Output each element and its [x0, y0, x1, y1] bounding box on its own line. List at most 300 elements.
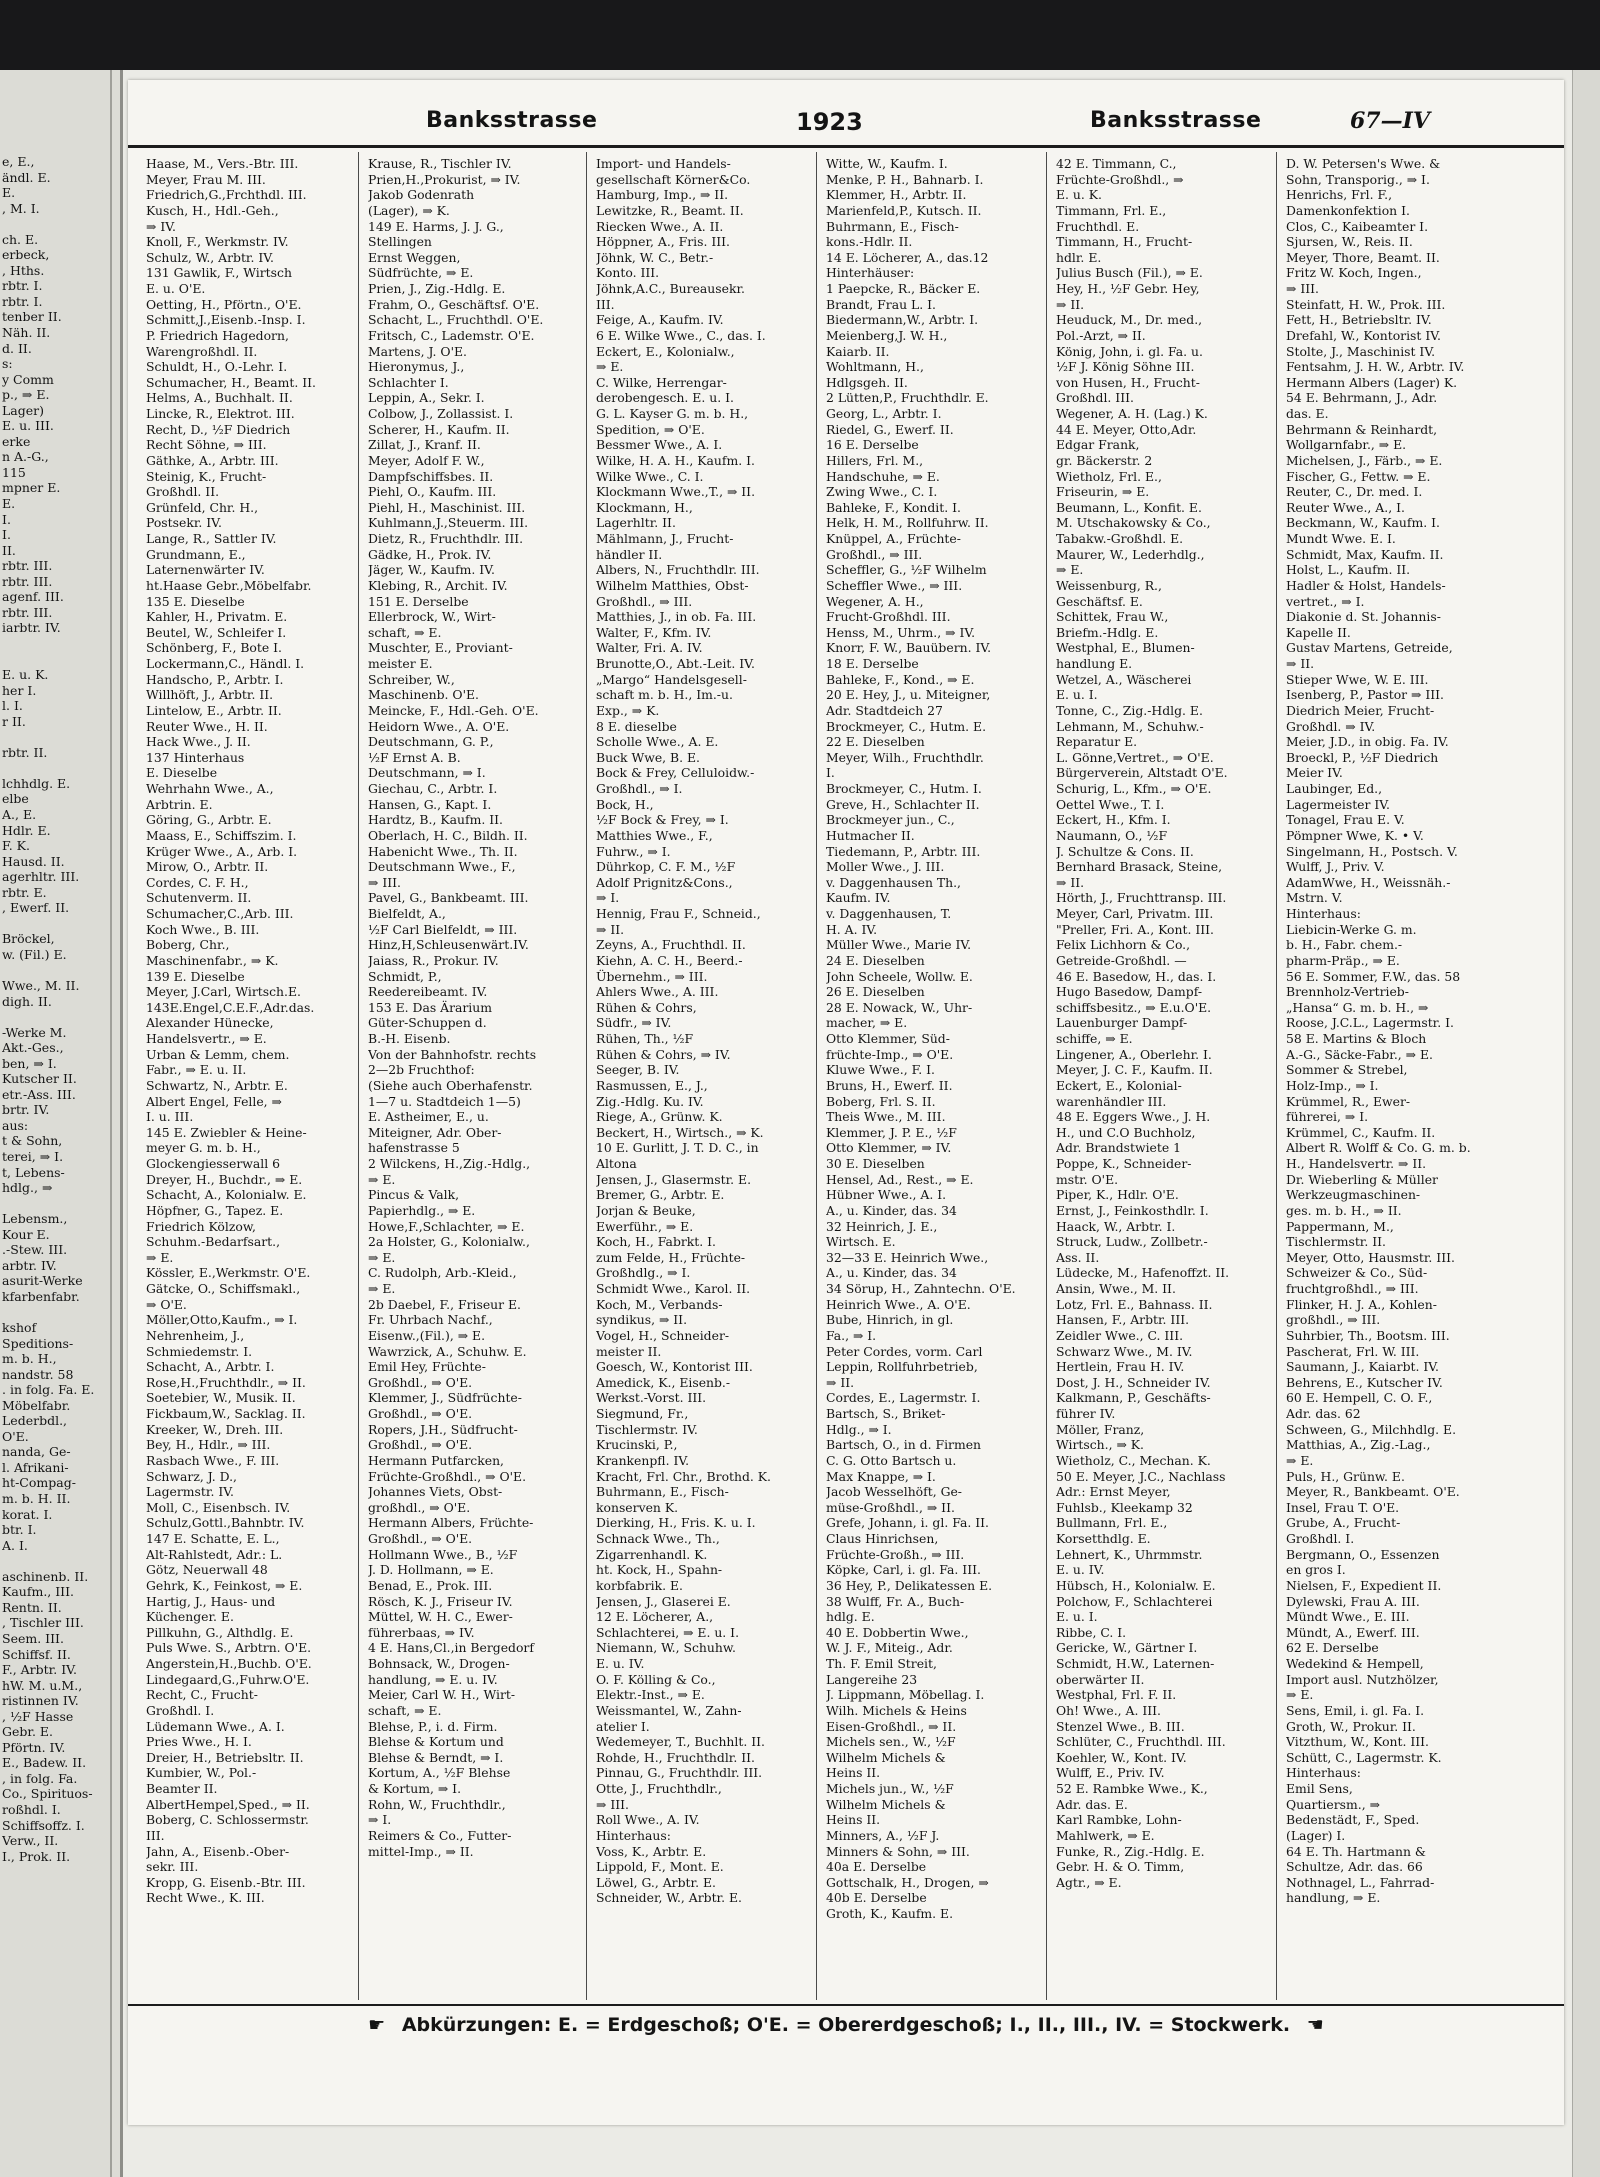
directory-entry-line: Meyer, Thore, Beamt. II.	[1286, 249, 1440, 265]
directory-entry-line: Riedel, G., Ewerf. II.	[826, 421, 954, 437]
directory-entry-line: Albers, N., Fruchthdlr. III.	[596, 562, 760, 578]
directory-entry-line: Wegener, A. H. (Lag.) K.	[1056, 406, 1208, 421]
directory-entry-line: Eckert, E., Kolonialw.,	[596, 343, 735, 359]
directory-entry-line: 32 Heinrich, J. E.,	[826, 1218, 938, 1234]
directory-entry-line: Großhdl., ⇒ O'E.	[368, 1437, 473, 1453]
header-year: 1923	[796, 108, 863, 136]
directory-entry-line: Funke, R., Zig.-Hdlg. E.	[1056, 1843, 1205, 1859]
directory-entry-line: Hillers, Frl. M.,	[826, 452, 924, 468]
directory-entry-line: händler II.	[596, 546, 663, 562]
directory-entry-line: Marienfeld,P., Kutsch. II.	[826, 202, 982, 218]
column-divider	[358, 152, 359, 2000]
directory-entry-line: Drefahl, W., Kontorist IV.	[1286, 327, 1441, 343]
directory-entry-line: (Siehe auch Oberhafenstr.	[368, 1077, 533, 1093]
directory-entry-line: Diakonie d. St. Johannis-	[1286, 609, 1441, 625]
directory-entry-line: Jahn, A., Eisenb.-Ober-	[146, 1843, 290, 1859]
directory-entry-line: Bahleke, F., Kondit. I.	[826, 499, 961, 515]
directory-entry-line: Boberg, Chr.,	[146, 937, 230, 953]
directory-entry-line: A.-G., Säcke-Fabr., ⇒ E.	[1286, 1046, 1433, 1062]
directory-entry-line: Eckert, E., Kolonial-	[1056, 1077, 1182, 1093]
directory-entry-line: Südfrüchte, ⇒ E.	[368, 265, 474, 281]
directory-entry-line: Handscho, P., Arbtr. I.	[146, 671, 284, 687]
directory-entry-line: Recht Wwe., K. III.	[146, 1890, 265, 1906]
directory-entry-line: 2 Lütten,P., Fruchthdlr. E.	[826, 390, 989, 406]
directory-entry-line: Walter, Fri. A. IV.	[596, 640, 703, 656]
directory-entry-line: Fruchthdl. E.	[1056, 218, 1140, 234]
directory-entry-line: Wedekind & Hempell,	[1286, 1656, 1424, 1671]
directory-entry-line: 40a E. Derselbe	[826, 1859, 927, 1875]
directory-entry-line: Wollgarnfabr., ⇒ E.	[1286, 437, 1407, 453]
directory-entry-line: Haase, M., Vers.-Btr. III.	[146, 156, 299, 171]
directory-entry-line: Laubinger, Ed.,	[1286, 781, 1383, 796]
directory-entry-line: Jöhnk,A.C., Bureausekr.	[596, 281, 745, 296]
directory-entry-line: Groth, K., Kaufm. E.	[826, 1906, 954, 1921]
directory-entry-line: Otto Klemmer, ⇒ IV.	[826, 1140, 952, 1156]
directory-entry-line: meyer G. m. b. H.,	[146, 1140, 261, 1156]
directory-entry-line: Dr. Wieberling & Müller	[1286, 1171, 1438, 1187]
directory-entry-line: Mahlwerk, ⇒ E.	[1056, 1827, 1155, 1843]
directory-entry-line: Kiehn, A. C. H., Beerd.-	[596, 952, 743, 968]
directory-entry-line: Saumann, J., Kaiarbt. IV.	[1286, 1359, 1439, 1375]
directory-entry-line: Hübner Wwe., A. I.	[826, 1187, 947, 1203]
directory-entry-line: ⇒ II.	[596, 921, 625, 937]
directory-entry-line: Michels jun., W., ½F	[826, 1781, 954, 1796]
directory-entry-line: 40 E. Dobbertin Wwe.,	[826, 1624, 969, 1640]
directory-entry-line: Steinfatt, H. W., Prok. III.	[1286, 296, 1446, 312]
directory-entry-line: Meyer, J. C. F., Kaufm. II.	[1056, 1062, 1213, 1078]
header-street-left: Banksstrasse	[426, 108, 598, 133]
directory-entry-line: Bey, H., Hdlr., ⇒ III.	[146, 1437, 271, 1453]
directory-entry-line: 6 E. Wilke Wwe., C., das. I.	[596, 327, 766, 343]
directory-entry-line: Beckmann, W., Kaufm. I.	[1286, 515, 1440, 531]
directory-entry-line: C. G. Otto Bartsch u.	[826, 1452, 957, 1468]
directory-entry-line: Brunotte,O., Abt.-Leit. IV.	[596, 656, 755, 671]
directory-entry-line: Fabr., ⇒ E. u. II.	[146, 1062, 247, 1078]
directory-entry-line: Großhdl. I.	[1286, 1531, 1355, 1546]
directory-entry-line: Wilke Wwe., C. I.	[596, 468, 704, 484]
directory-entry-line: E. u. I.	[1056, 687, 1098, 703]
directory-entry-line: Groth, W., Prokur. II.	[1286, 1718, 1416, 1734]
directory-entry-line: Höppner, A., Fris. III.	[596, 234, 730, 250]
directory-entry-line: 14 E. Löcherer, A., das.12	[826, 249, 989, 265]
directory-entry-line: großhdl., ⇒ III.	[1286, 1312, 1381, 1328]
directory-entry-line: Bartsch, S., Briket-	[826, 1406, 946, 1421]
directory-entry-line: Jaiass, R., Prokur. IV.	[368, 952, 499, 968]
directory-entry-line: Hinz,H,Schleusenwärt.IV.	[368, 937, 529, 953]
directory-entry-line: Suhrbier, Th., Bootsm. III.	[1286, 1327, 1450, 1343]
directory-entry-line: Bielfeldt, A.,	[368, 906, 446, 921]
directory-entry-line: E. u. K.	[1056, 187, 1102, 203]
directory-entry-line: Geschäftsf. E.	[1056, 593, 1143, 609]
directory-entry-line: Stellingen	[368, 234, 432, 250]
directory-entry-line: Menke, P. H., Bahnarb. I.	[826, 171, 984, 187]
directory-entry-line: Sens, Emil, i. gl. Fa. I.	[1286, 1702, 1425, 1718]
directory-entry-line: Krucinski, P.,	[596, 1437, 678, 1453]
directory-entry-line: Boberg, C. Schlossermstr.	[146, 1812, 309, 1828]
directory-entry-line: Gehrk, K., Feinkost, ⇒ E.	[146, 1577, 303, 1593]
directory-entry-line: Dampfschiffsbes. II.	[368, 468, 494, 484]
directory-entry-line: mittel-Imp., ⇒ II.	[368, 1843, 474, 1859]
directory-entry-line: Oetting, H., Pförtn., O'E.	[146, 296, 302, 312]
directory-column-2	[368, 156, 564, 1998]
directory-entry-line: Werkst.-Vorst. III.	[596, 1390, 707, 1406]
directory-entry-line: hdlr. E.	[1056, 249, 1102, 265]
directory-entry-line: 58 E. Martins & Bloch	[1286, 1031, 1427, 1046]
directory-entry-line: warenhändler III.	[1056, 1093, 1167, 1109]
directory-entry-line: Struck, Ludw., Zollbetr.-	[1056, 1234, 1208, 1250]
directory-entry-line: Schneider, W., Arbtr. E.	[596, 1890, 742, 1906]
directory-entry-line: Dreyer, H., Buchdr., ⇒ E.	[146, 1171, 303, 1187]
directory-entry-line: Lagermstr. IV.	[146, 1484, 234, 1500]
directory-entry-line: J. Schultze & Cons. II.	[1056, 843, 1194, 859]
directory-entry-line: Albert Engel, Felle, ⇒	[146, 1093, 282, 1109]
directory-entry-line: Fickbaum,W., Sacklag. II.	[146, 1406, 306, 1421]
directory-entry-line: Otto Klemmer, Süd-	[826, 1031, 950, 1046]
directory-entry-line: Klockmann Wwe.,T., ⇒ II.	[596, 484, 756, 500]
directory-entry-line: Wietholz, C., Mechan. K.	[1056, 1452, 1211, 1468]
directory-entry-line: Johannes Viets, Obst-	[368, 1484, 503, 1500]
directory-entry-line: Holst, L., Kaufm. II.	[1286, 562, 1411, 578]
directory-entry-line: Wawrzick, A., Schuhw. E.	[368, 1343, 527, 1359]
directory-entry-line: E. u. O'E.	[146, 281, 206, 296]
directory-entry-line: Amedick, K., Eisenb.-	[596, 1374, 731, 1390]
directory-entry-line: Kaiarb. II.	[826, 343, 890, 359]
directory-entry-line: Eisenw.,(Fil.), ⇒ E.	[368, 1327, 486, 1343]
directory-entry-line: Frucht-Großhdl. III.	[826, 609, 951, 625]
directory-entry-line: Behrmann & Reinhardt,	[1286, 421, 1438, 437]
directory-entry-line: Kaufm. IV.	[826, 890, 891, 906]
directory-entry-line: Deutschmann Wwe., F.,	[368, 859, 516, 875]
directory-entry-line: Schacht, A., Arbtr. I.	[146, 1359, 275, 1375]
directory-entry-line: Angerstein,H.,Buchb. O'E.	[146, 1656, 312, 1671]
directory-entry-line: pharm-Präp., ⇒ E.	[1286, 952, 1400, 968]
directory-entry-line: Knüppel, A., Früchte-	[826, 531, 961, 546]
directory-entry-line: Rasmussen, E., J.,	[596, 1077, 708, 1093]
directory-entry-line: schaft, ⇒ E.	[368, 1702, 442, 1718]
directory-entry-line: ⇒ I.	[596, 890, 620, 906]
directory-entry-line: Recht, D., ½F Diedrich	[146, 421, 291, 437]
directory-entry-line: Dylewski, Frau A. III.	[1286, 1593, 1420, 1609]
directory-entry-line: Mstrn. V.	[1286, 890, 1343, 906]
directory-entry-line: ⇒ IV.	[146, 218, 176, 234]
directory-entry-line: ⇒ III.	[1286, 281, 1319, 296]
directory-entry-line: Jacob Wesselhöft, Ge-	[826, 1484, 962, 1500]
directory-entry-line: ⇒ E.	[368, 1281, 396, 1296]
directory-entry-line: Blehse & Berndt, ⇒ I.	[368, 1749, 504, 1765]
directory-entry-line: John Scheele, Wollw. E.	[826, 968, 973, 984]
directory-entry-line: Mirow, O., Arbtr. II.	[146, 859, 269, 875]
directory-entry-line: fruchtgroßhdl., ⇒ III.	[1286, 1281, 1419, 1296]
directory-entry-line: 50 E. Meyer, J.C., Nachlass	[1056, 1468, 1226, 1484]
directory-entry-line: O. F. Kölling & Co.,	[596, 1671, 716, 1687]
directory-entry-line: Colbow, J., Zollassist. I.	[368, 406, 514, 421]
directory-entry-line: Schutenverm. II.	[146, 890, 252, 906]
directory-entry-line: Dietz, R., Fruchthdlr. III.	[368, 531, 524, 546]
directory-entry-line: Kapelle II.	[1286, 624, 1351, 640]
directory-entry-line: Dierking, H., Fris. K. u. I.	[596, 1515, 756, 1531]
directory-entry-line: Muschter, E., Proviant-	[368, 640, 513, 656]
directory-entry-line: Bessmer Wwe., A. I.	[596, 437, 723, 453]
directory-entry-line: meister II.	[596, 1343, 662, 1359]
directory-entry-line: Voss, K., Arbtr. E.	[596, 1843, 707, 1859]
directory-entry-line: gesellschaft Körner&Co.	[596, 171, 751, 187]
directory-entry-line: Schreiber, W.,	[368, 671, 455, 687]
directory-entry-line: Jorjan & Beuke,	[596, 1202, 696, 1218]
directory-entry-line: Lingener, A., Oberlehr. I.	[1056, 1046, 1212, 1062]
directory-entry-line: Insel, Frau T. O'E.	[1286, 1499, 1400, 1515]
directory-entry-line: Miteigner, Adr. Ober-	[368, 1124, 502, 1140]
directory-entry-line: Biedermann,W., Arbtr. I.	[826, 312, 979, 328]
directory-entry-line: Von der Bahnhofstr. rechts	[368, 1046, 537, 1062]
directory-entry-line: Ernst, J., Feinkosthdlr. I.	[1056, 1202, 1209, 1218]
directory-entry-line: Th. F. Emil Streit,	[826, 1656, 937, 1671]
directory-entry-line: Hollmann Wwe., B., ½F	[368, 1546, 518, 1562]
directory-entry-line: Schwarz, J. D.,	[146, 1468, 237, 1484]
directory-entry-line: Prien,H.,Prokurist, ⇒ IV.	[368, 171, 521, 187]
directory-entry-line: handlung, ⇒ E. u. IV.	[368, 1671, 498, 1687]
directory-entry-line: Güter-Schuppen d.	[368, 1015, 487, 1031]
directory-entry-line: Möller, Franz,	[1056, 1421, 1145, 1437]
directory-entry-line: Schumacher, H., Beamt. II.	[146, 374, 316, 390]
directory-entry-line: Klockmann, H.,	[596, 499, 693, 515]
directory-entry-line: Zigarrenhandl. K.	[596, 1546, 708, 1562]
directory-entry-line: Import ausl. Nutzhölzer,	[1286, 1671, 1439, 1687]
directory-entry-line: Brandt, Frau L. I.	[826, 296, 936, 312]
directory-entry-line: Peter Cordes, vorm. Carl	[826, 1343, 983, 1359]
directory-entry-line: Cordes, E., Lagermstr. I.	[826, 1390, 981, 1406]
directory-entry-line: 42 E. Timmann, C.,	[1056, 156, 1177, 171]
directory-entry-line: Habenicht Wwe., Th. II.	[368, 843, 518, 859]
directory-entry-line: G. L. Kayser G. m. b. H.,	[596, 406, 749, 421]
directory-entry-line: Oh! Wwe., A. III.	[1056, 1702, 1161, 1718]
directory-entry-line: Heidorn Wwe., A. O'E.	[368, 718, 510, 734]
scan-background	[0, 0, 1600, 70]
directory-entry-line: Brennholz-Vertrieb-	[1286, 984, 1409, 1000]
directory-column-4	[826, 156, 1022, 1998]
directory-entry-line: Scheffler, G., ½F Wilhelm	[826, 562, 987, 578]
directory-entry-line: Wilhelm Michels &	[826, 1796, 946, 1812]
directory-entry-line: L. Gönne,Vertret., ⇒ O'E.	[1056, 749, 1214, 765]
directory-entry-line: Matthies, J., in ob. Fa. III.	[596, 609, 757, 625]
directory-entry-line: zum Felde, H., Früchte-	[596, 1249, 746, 1265]
directory-entry-line: atelier I.	[596, 1718, 650, 1734]
directory-entry-line: Schütt, C., Lagermstr. K.	[1286, 1749, 1442, 1765]
directory-entry-line: Friedrich Kölzow,	[146, 1218, 256, 1234]
directory-entry-line: Wetzel, A., Wäscherei	[1056, 671, 1192, 687]
directory-entry-line: Kusch, H., Hdl.-Geh.,	[146, 202, 279, 218]
directory-entry-line: Lotz, Frl. E., Bahnass. II.	[1056, 1296, 1213, 1312]
directory-entry-line: ½F J. König Söhne III.	[1056, 359, 1195, 375]
directory-entry-line: Mündt Wwe., E. III.	[1286, 1609, 1410, 1625]
directory-entry-line: Fritsch, C., Lademstr. O'E.	[368, 327, 535, 343]
directory-entry-line: Dreier, H., Betriebsltr. II.	[146, 1749, 304, 1765]
directory-entry-line: 151 E. Derselbe	[368, 593, 469, 609]
directory-entry-line: Schwartz, N., Arbtr. E.	[146, 1077, 288, 1093]
directory-entry-line: 1 Paepcke, R., Bäcker E.	[826, 281, 981, 296]
directory-entry-line: Nielsen, F., Expedient II.	[1286, 1577, 1442, 1593]
directory-entry-line: Pillkuhn, G., Althdlg. E.	[146, 1624, 294, 1640]
directory-entry-line: Schmidt, Max, Kaufm. II.	[1286, 546, 1444, 562]
footer-rule	[128, 2004, 1564, 2006]
directory-entry-line: Krüger Wwe., A., Arb. I.	[146, 843, 298, 859]
directory-entry-line: Handelsvertr., ⇒ E.	[146, 1031, 267, 1046]
directory-entry-line: Maass, E., Schiffszim. I.	[146, 827, 297, 843]
directory-entry-line: Michels sen., W., ½F	[826, 1734, 956, 1750]
directory-entry-line: Kalkmann, P., Geschäfts-	[1056, 1390, 1211, 1406]
directory-entry-line: Hey, H., ½F Gebr. Hey,	[1056, 281, 1200, 296]
directory-entry-line: Edgar Frank,	[1056, 437, 1140, 453]
directory-entry-line: Gustav Martens, Getreide,	[1286, 640, 1453, 656]
directory-entry-line: Fischer, G., Fettw. ⇒ E.	[1286, 468, 1431, 484]
directory-entry-line: Brockmeyer jun., C.,	[826, 812, 955, 828]
directory-entry-line: Kracht, Frl. Chr., Brothd. K.	[596, 1468, 771, 1484]
directory-entry-line: gr. Bäckerstr. 2	[1056, 452, 1153, 468]
directory-entry-line: Kumbier, W., Pol.-	[146, 1765, 257, 1781]
directory-entry-line: I. u. III.	[146, 1109, 194, 1125]
directory-entry-line: 24 E. Dieselben	[826, 952, 925, 968]
directory-entry-line: 46 E. Basedow, H., das. I.	[1056, 968, 1217, 984]
directory-entry-line: Lauenburger Dampf-	[1056, 1015, 1188, 1031]
directory-entry-line: Wegener, A. H.,	[826, 593, 924, 609]
directory-entry-line: Stolte, J., Maschinist IV.	[1286, 343, 1436, 359]
directory-entry-line: Hinterhaus:	[1286, 906, 1361, 921]
directory-entry-line: 149 E. Harms, J. J. G.,	[368, 218, 504, 234]
directory-entry-line: Schnack Wwe., Th.,	[596, 1531, 720, 1546]
directory-entry-line: Niemann, W., Schuhw.	[596, 1640, 736, 1656]
directory-entry-line: Meincke, F., Hdl.-Geh. O'E.	[368, 702, 539, 718]
directory-entry-line: Leppin, A., Sekr. I.	[368, 390, 485, 406]
directory-entry-line: ⇒ E.	[1286, 1452, 1314, 1468]
directory-entry-line: kons.-Hdlr. II.	[826, 234, 913, 250]
directory-entry-line: ⇒ E.	[146, 1249, 174, 1265]
directory-entry-line: E. u. IV.	[1056, 1562, 1105, 1578]
directory-entry-line: Schmidt Wwe., Karol. II.	[596, 1281, 751, 1296]
directory-entry-line: Wirtsch., ⇒ K.	[1056, 1437, 1144, 1453]
directory-entry-line: Meier, Carl W. H., Wirt-	[368, 1687, 516, 1703]
directory-entry-line: 28 E. Nowack, W., Uhr-	[826, 999, 973, 1015]
directory-entry-line: A., u. Kinder, das. 34	[826, 1202, 957, 1218]
directory-entry-line: Recht Söhne, ⇒ III.	[146, 437, 267, 453]
directory-entry-line: Maschinenfabr., ⇒ K.	[146, 952, 279, 968]
directory-entry-line: Lewitzke, R., Beamt. II.	[596, 202, 744, 218]
directory-entry-line: Gädke, H., Prok. IV.	[368, 546, 492, 562]
directory-entry-line: Damenkonfektion I.	[1286, 202, 1410, 218]
directory-entry-line: Adolf Prignitz&Cons.,	[596, 874, 733, 890]
previous-page-text: e, E., ändl. E. E. , M. I. ch. E. erbeck, , Hths. rbtr. I. rbtr. I. tenber II. Näh. II. d. II. s: y Comm p., ⇒ E. Lager) E. u. III. erke n A.-G., 115 mpner E. E. I. I. II. rbtr. III. rbtr. III. agenf. III. rbtr. III. iarbtr. IV. E. u. K. her I. l. I. r II. rbtr. II. lchhdlg. E. elbe A., E. Hdlr. E. F. K. Hausd. II. agerhltr. III. rbtr. E. , Ewerf. II. Bröckel, w. (Fil.) E. Wwe., M. II. digh. II. -Werke M. Akt.-Ges., ben, ⇒ I. Kutscher II. etr.-Ass. III. brtr. IV. aus: t & Sohn, terei, ⇒ I. t, Lebens- hdlg., ⇒ Lebensm., Kour E. .-Stew. III. arbtr. IV. asurit-Werke kfarbenfabr. kshof Speditions- m. b. H., nandstr. 58 . in folg. Fa. E. Möbelfabr. Lederbdl., O'E. nanda, Ge- l. Afrikani- ht-Compag- m. b. H. II. korat. I. btr. I. A. I. aschinenb. II. Kaufm., III. Rentn. II. , Tischler III. Seem. III. Schiffsf. II. F., Arbtr. IV. hW. M. u.M., ristinnen IV. , ½F Hasse Gebr. E. Pförtn. IV. E., Badew. II. , in folg. Fa. Co., Spirituos- roßhdl. I. Schiffsoffz. I. Verw., II. I., Prok. II.	[2, 154, 95, 1864]
directory-entry-line: Meyer, Carl, Privatm. III.	[1056, 906, 1214, 921]
directory-entry-line: Wilhelm Michels &	[826, 1749, 946, 1765]
directory-entry-line: hdlg. E.	[826, 1609, 875, 1625]
directory-entry-line: Eisen-Großhdl., ⇒ II.	[826, 1718, 957, 1734]
directory-entry-line: Postsekr. IV.	[146, 515, 222, 531]
directory-entry-line: Gätcke, O., Schiffsmakl.,	[146, 1281, 301, 1296]
directory-entry-line: früchte-Imp., ⇒ O'E.	[826, 1046, 954, 1062]
directory-entry-line: Heins II.	[826, 1765, 881, 1781]
directory-entry-line: Grube, A., Frucht-	[1286, 1515, 1401, 1531]
directory-entry-line: v. Daggenhausen Th.,	[826, 874, 961, 890]
directory-entry-line: Lintelow, E., Arbtr. II.	[146, 702, 282, 718]
directory-entry-line: Seeger, B. IV.	[596, 1062, 680, 1078]
directory-entry-line: Schulz,Gottl.,Bahnbtr. IV.	[146, 1515, 305, 1531]
directory-entry-line: Pömpner Wwe, K. • V.	[1286, 827, 1424, 843]
directory-entry-line: Rasbach Wwe., F. III.	[146, 1452, 280, 1468]
directory-entry-line: großhdl., ⇒ O'E.	[368, 1499, 471, 1515]
directory-entry-line: I.	[826, 765, 835, 781]
directory-entry-line: Kortum, A., ½F Blehse	[368, 1765, 511, 1781]
directory-entry-line: Klemmer, J. P. E., ½F	[826, 1124, 957, 1140]
directory-entry-line: AdamWwe, H., Weissnäh.-	[1286, 874, 1451, 890]
directory-entry-line: Hermann Albers, Früchte-	[368, 1515, 534, 1531]
directory-entry-line: Blehse & Kortum und	[368, 1734, 504, 1750]
directory-entry-line: Reuter Wwe., H. II.	[146, 718, 268, 734]
directory-entry-line: Stieper Wwe, W. E. III.	[1286, 671, 1429, 687]
directory-entry-line: Rühen & Cohrs,	[596, 999, 697, 1015]
directory-entry-line: Meyer, R., Bankbeamt. O'E.	[1286, 1484, 1460, 1500]
directory-entry-line: mstr. O'E.	[1056, 1171, 1119, 1187]
directory-entry-line: Spedition, ⇒ O'E.	[596, 421, 705, 437]
directory-entry-line: Glockengiesserwall 6	[146, 1156, 281, 1171]
directory-entry-line: 1—7 u. Stadtdeich 1—5)	[368, 1093, 521, 1109]
directory-entry-line: Werkzeugmaschinen-	[1286, 1187, 1421, 1203]
directory-entry-line: A., u. Kinder, das. 34	[826, 1265, 957, 1281]
directory-entry-line: Felix Lichhorn & Co.,	[1056, 937, 1191, 953]
directory-entry-line: 64 E. Th. Hartmann &	[1286, 1843, 1426, 1859]
directory-page	[128, 80, 1564, 2125]
directory-entry-line: 2—2b Fruchthof:	[368, 1062, 475, 1078]
directory-entry-line: Bock & Frey, Celluloidw.-	[596, 765, 755, 781]
directory-entry-line: Import- und Handels-	[596, 156, 731, 171]
directory-entry-line: Grundmann, E.,	[146, 546, 246, 562]
column-divider	[816, 152, 817, 2000]
directory-entry-line: Lehnert, K., Uhrmmstr.	[1056, 1546, 1203, 1562]
directory-entry-line: Max Knappe, ⇒ I.	[826, 1468, 936, 1484]
directory-entry-line: Meienberg,J. W. H.,	[826, 327, 948, 343]
directory-entry-line: Benad, E., Prok. III.	[368, 1577, 493, 1593]
directory-entry-line: Knorr, F. W., Bauübern. IV.	[826, 640, 992, 656]
directory-entry-line: Matthias, A., Zig.-Lag.,	[1286, 1437, 1431, 1453]
directory-entry-line: Grefe, Johann, i. gl. Fa. II.	[826, 1515, 989, 1531]
directory-entry-line: 48 E. Eggers Wwe., J. H.	[1056, 1109, 1211, 1125]
directory-entry-line: Gottschalk, H., Drogen, ⇒	[826, 1874, 989, 1890]
directory-entry-line: Flinker, H. J. A., Kohlen-	[1286, 1296, 1437, 1312]
directory-entry-line: Poppe, K., Schneider-	[1056, 1156, 1192, 1171]
directory-entry-line: Großhdl. ⇒ IV.	[1286, 718, 1376, 734]
directory-entry-line: Buck Wwe, B. E.	[596, 749, 700, 765]
directory-entry-line: Westphal, Frl. F. II.	[1056, 1687, 1177, 1703]
directory-entry-line: Nehrenheim, J.,	[146, 1327, 245, 1343]
directory-entry-line: Briefm.-Hdlg. E.	[1056, 624, 1159, 640]
directory-entry-line: Bohnsack, W., Drogen-	[368, 1656, 510, 1671]
directory-entry-line: Timmann, Frl. E.,	[1056, 202, 1167, 218]
directory-entry-line: Giechau, C., Arbtr. I.	[368, 781, 498, 796]
directory-entry-line: hafenstrasse 5	[368, 1140, 460, 1156]
directory-entry-line: b. H., Fabr. chem.-	[1286, 937, 1403, 953]
directory-entry-line: Klemmer, J., Südfrüchte-	[368, 1390, 522, 1406]
directory-entry-line: Schmidt, P.,	[368, 968, 442, 984]
directory-entry-line: 44 E. Meyer, Otto,Adr.	[1056, 421, 1197, 437]
directory-entry-line: Hansen, F., Arbtr. III.	[1056, 1312, 1190, 1328]
directory-entry-line: Vogel, H., Schneider-	[596, 1327, 730, 1343]
directory-entry-line: Beutel, W., Schleifer I.	[146, 624, 287, 640]
directory-entry-line: Ellerbrock, W., Wirt-	[368, 609, 496, 625]
directory-entry-line: Meier, J.D., in obig. Fa. IV.	[1286, 734, 1449, 750]
directory-entry-line: Tischlermstr. IV.	[596, 1421, 698, 1437]
directory-entry-line: H., und C.O Buchholz,	[1056, 1124, 1196, 1140]
directory-entry-line: C. Wilke, Herrengar-	[596, 374, 727, 390]
directory-entry-line: Adr.: Ernst Meyer,	[1056, 1484, 1171, 1500]
directory-entry-line: Frahm, O., Geschäftsf. O'E.	[368, 296, 540, 312]
directory-entry-line: Roll Wwe., A. IV.	[596, 1812, 700, 1828]
